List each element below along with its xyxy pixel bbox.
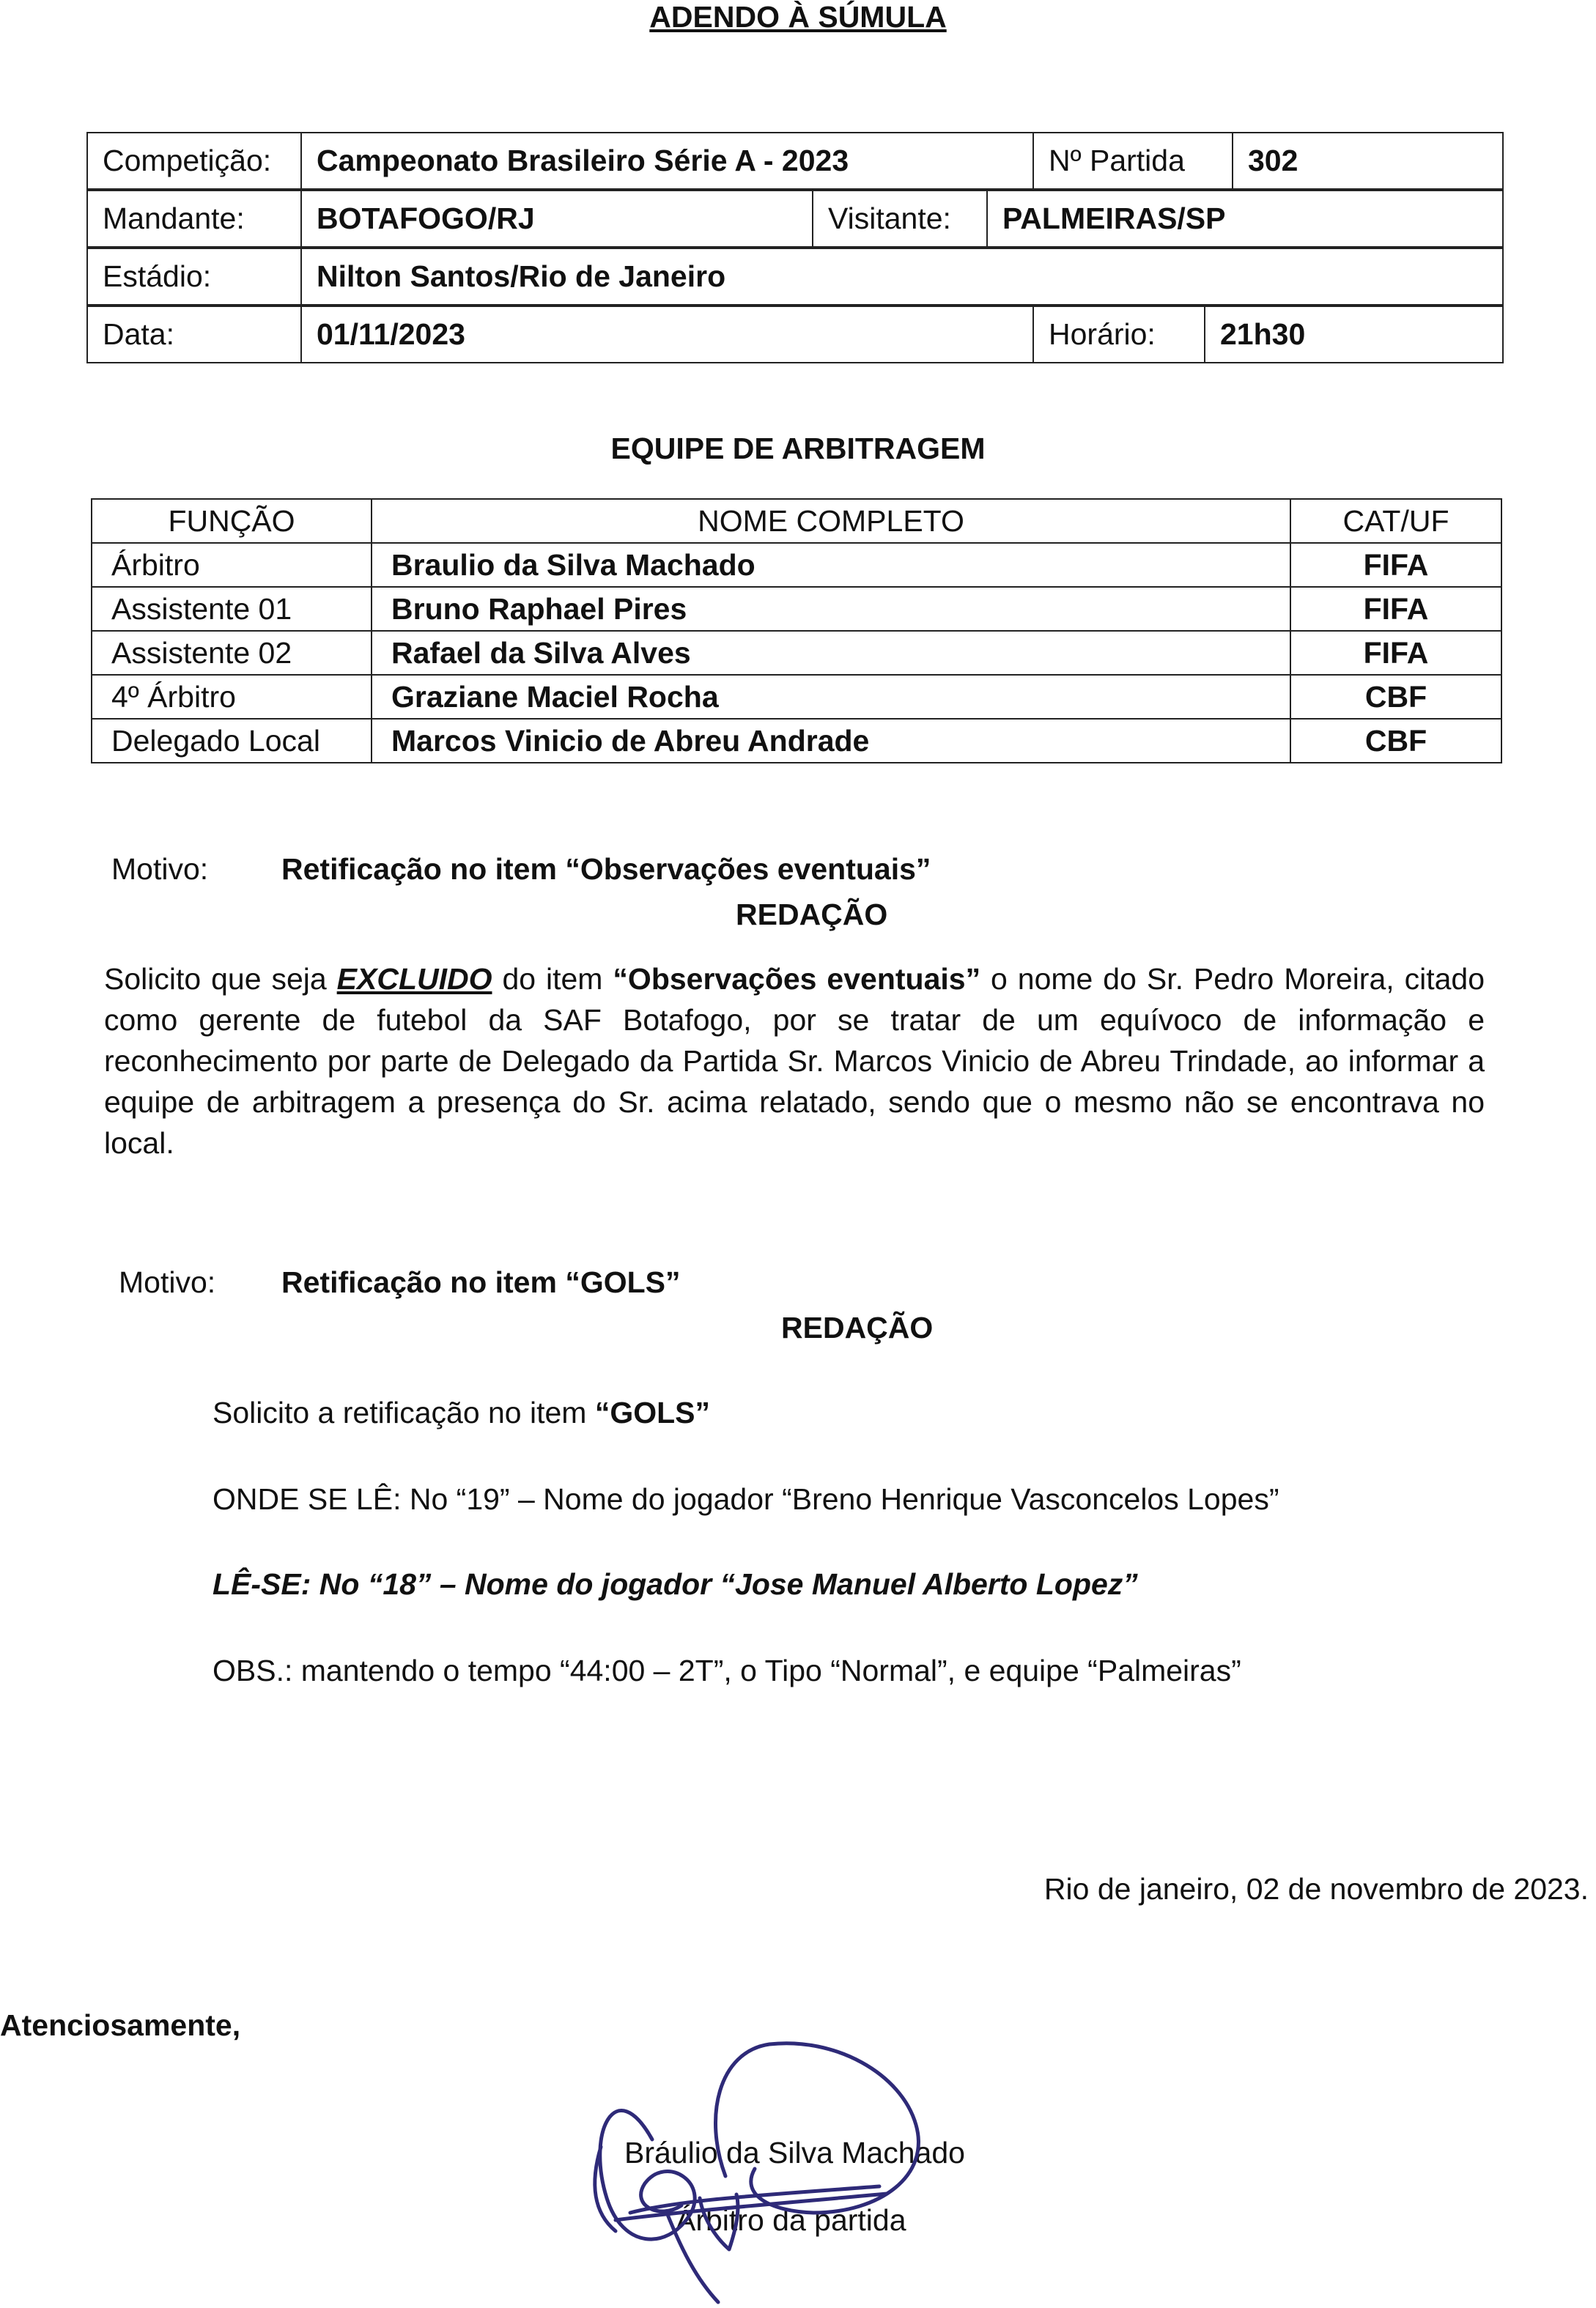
referee-team-heading: EQUIPE DE ARBITRAGEM	[610, 432, 986, 465]
referee-role: 4º Árbitro	[92, 675, 372, 719]
table-header-row	[92, 499, 1501, 543]
table-row	[92, 631, 1501, 675]
request-item: “GOLS”	[594, 1396, 711, 1429]
referee-name: Marcos Vinicio de Abreu Andrade	[372, 719, 1290, 763]
match-number-label: Nº Partida	[1032, 132, 1233, 190]
referee-category: CBF	[1290, 675, 1501, 719]
table-row	[92, 719, 1501, 763]
stadium-label: Estádio:	[86, 248, 302, 306]
table-row	[92, 587, 1501, 631]
home-team-label: Mandante:	[86, 190, 302, 248]
stadium-value: Nilton Santos/Rio de Janeiro	[300, 248, 1504, 306]
time-label: Horário:	[1032, 306, 1205, 363]
match-info-row	[88, 191, 1504, 249]
competition-label: Competição:	[86, 132, 302, 190]
away-team-label: Visitante:	[812, 190, 988, 248]
paragraph-text: Solicito que seja	[104, 962, 337, 996]
referee-role: Delegado Local	[92, 719, 372, 763]
referee-category: FIFA	[1290, 587, 1501, 631]
place-date: Rio de janeiro, 02 de novembro de 2023.	[1043, 1872, 1589, 1906]
time-value: 21h30	[1204, 306, 1504, 363]
referee-role: Assistente 02	[92, 631, 372, 675]
paragraph-text: do item	[492, 962, 613, 996]
referee-role: Assistente 01	[92, 587, 372, 631]
section2-motivo-label: Motivo:	[119, 1265, 216, 1299]
referee-name: Rafael da Silva Alves	[372, 631, 1290, 675]
le-se-line: LÊ-SE: No “18” – Nome do jogador “Jose Manuel Alberto Lopez”	[213, 1567, 1138, 1601]
column-header-role: FUNÇÃO	[92, 499, 372, 543]
date-label: Data:	[86, 306, 302, 363]
referee-team-table	[91, 498, 1502, 763]
date-value: 01/11/2023	[300, 306, 1034, 363]
closing-regards: Atenciosamente,	[0, 2008, 241, 2042]
signer-role: Árbitro da partida	[676, 2203, 906, 2237]
excluded-emphasis: EXCLUIDO	[336, 962, 492, 996]
item-name-emphasis: “Observações eventuais”	[613, 962, 981, 996]
match-info-row	[88, 249, 1504, 307]
onde-se-le-line: ONDE SE LÊ: No “19” – Nome do jogador “Breno Henrique Vasconcelos Lopes”	[213, 1482, 1279, 1516]
section2-motivo-text: Retificação no item “GOLS”	[281, 1265, 681, 1299]
table-row	[92, 675, 1501, 719]
referee-name: Braulio da Silva Machado	[372, 543, 1290, 587]
referee-name: Bruno Raphael Pires	[372, 587, 1290, 631]
table-row	[92, 543, 1501, 587]
paragraph-text: o nome do Sr. Pedro Moreira, citado como gerente de futebol da SAF Botafogo, por se tratar de um equívoco de informação e reconhecimento por parte de Delegado da Partida Sr. Marcos Vinicio de Abreu Trindade, ao informar a equipe de arbitragem a presença do Sr. acima relatado, sendo que o mesmo não se encontrava no local.	[104, 962, 1485, 1160]
section2-redacao-heading: REDAÇÃO	[781, 1311, 934, 1345]
referee-category: CBF	[1290, 719, 1501, 763]
match-number-value: 302	[1232, 132, 1504, 190]
signer-name: Bráulio da Silva Machado	[624, 2136, 965, 2170]
section2-request-line	[213, 1395, 710, 1431]
handwritten-signature	[572, 2030, 967, 2308]
match-info-table	[88, 133, 1504, 365]
request-text: Solicito a retificação no item	[213, 1396, 595, 1429]
column-header-name: NOME COMPLETO	[372, 499, 1290, 543]
match-info-row	[88, 307, 1504, 365]
home-team-value: BOTAFOGO/RJ	[300, 190, 813, 248]
section1-redacao-heading: REDAÇÃO	[736, 898, 888, 931]
section1-body-paragraph	[104, 958, 1485, 1164]
away-team-value: PALMEIRAS/SP	[986, 190, 1504, 248]
column-header-category: CAT/UF	[1290, 499, 1501, 543]
referee-category: FIFA	[1290, 543, 1501, 587]
document-title: ADENDO À SÚMULA	[649, 0, 947, 34]
competition-value: Campeonato Brasileiro Série A - 2023	[300, 132, 1034, 190]
referee-category: FIFA	[1290, 631, 1501, 675]
section1-motivo-text: Retificação no item “Observações eventuais”	[281, 852, 931, 886]
match-info-row	[88, 133, 1504, 191]
section1-motivo-label: Motivo:	[111, 852, 209, 886]
referee-name: Graziane Maciel Rocha	[372, 675, 1290, 719]
obs-line: OBS.: mantendo o tempo “44:00 – 2T”, o Tipo “Normal”, e equipe “Palmeiras”	[213, 1654, 1241, 1687]
referee-role: Árbitro	[92, 543, 372, 587]
